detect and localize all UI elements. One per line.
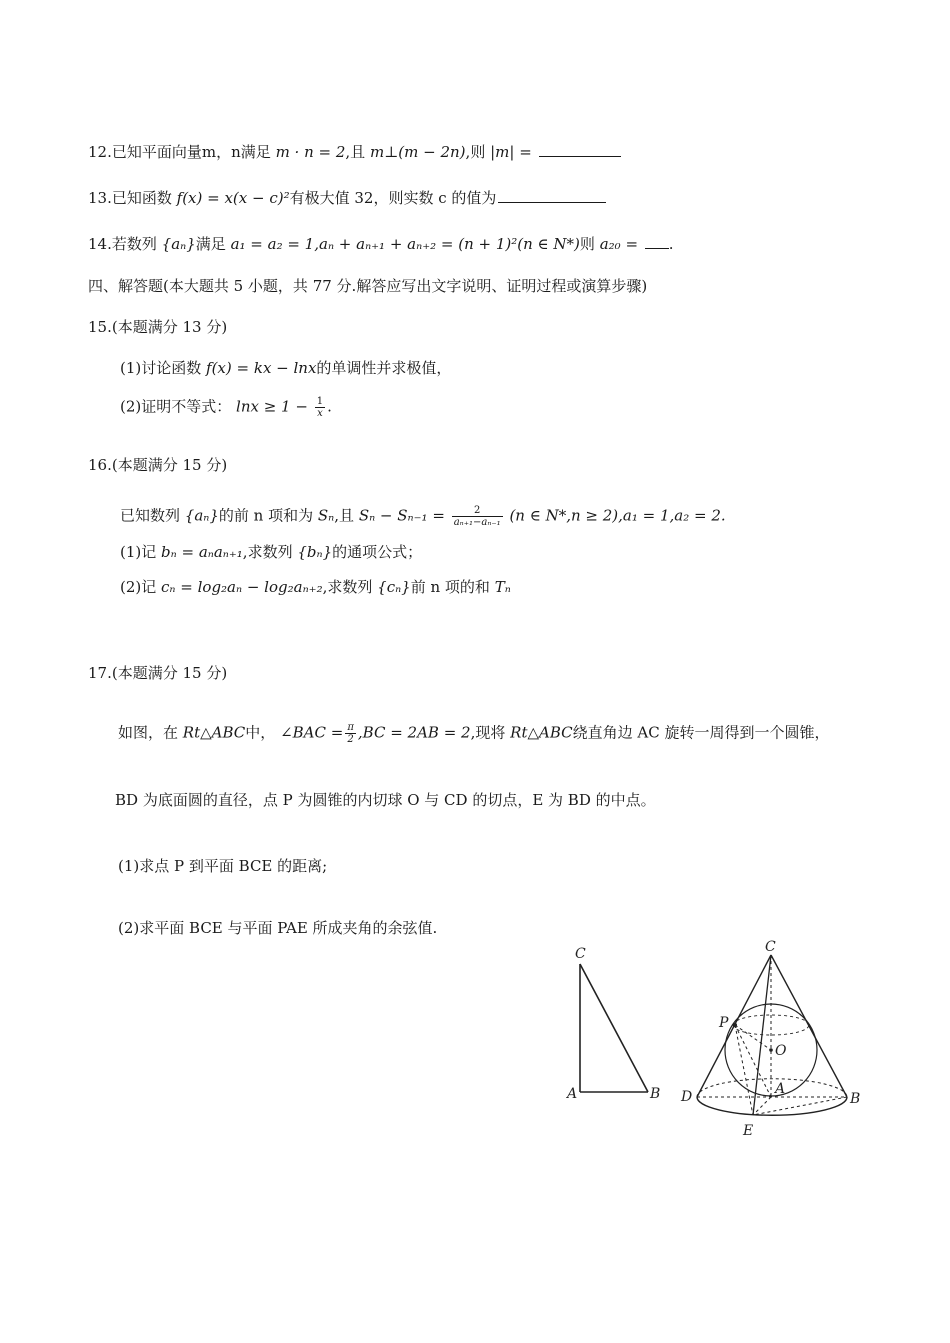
q16-p1-text-c: 的通项公式； (332, 543, 423, 561)
q16-intro-expr-3: Sₙ − Sₙ₋₁ = (358, 506, 445, 525)
q12-text-b: m，n (201, 143, 241, 161)
q12-text-e: ,则 (465, 143, 486, 161)
q16-intro (120, 505, 726, 528)
q16-p1-expr: bₙ = aₙaₙ₊₁ (161, 543, 243, 561)
cone-label-c: C (765, 939, 776, 955)
q12-number: 12. (88, 143, 112, 161)
q14-number: 14. (88, 235, 112, 253)
question-14 (88, 234, 674, 254)
q15-p2-expr: lnx ≥ 1 − (236, 397, 308, 416)
q17-intro-expr-3: ,BC = 2AB = 2 (357, 723, 471, 742)
q16-frac-den: aₙ₊₁−aₙ₋₁ (453, 517, 501, 528)
q14-expr-2: a₁ = a₂ = 1,aₙ + aₙ₊₁ + aₙ₊₂ = (n + 1)²(n ∈ N*) (230, 235, 580, 253)
triangle-label-c: C (575, 946, 586, 962)
q12-text-a: 已知平面向量 (111, 143, 202, 161)
question-12 (88, 142, 621, 162)
q13-answer-blank[interactable] (498, 188, 606, 203)
q12-expr-3: |m| = (490, 143, 532, 161)
q17-pi-den: 2 (347, 734, 354, 745)
q17-intro (118, 722, 829, 745)
q15-header: 15.(本题满分 13 分) (88, 318, 228, 336)
q17-intro-text-a: 如图，在 (118, 723, 179, 742)
q15-p2-frac-den: x (317, 408, 323, 419)
q15-p1-text-b: 的单调性并求极值， (316, 359, 452, 377)
q16-part-1 (120, 542, 422, 562)
q16-intro-text-b: 的前 n 项和为 (218, 506, 314, 525)
q15-p2-fraction (315, 396, 325, 419)
q17-pi-fraction (345, 722, 356, 745)
q12-text-d: ,且 (345, 143, 366, 161)
cone-label-b: B (850, 1091, 861, 1107)
q16-part-2 (120, 577, 511, 597)
q14-text-b: 满足 (195, 235, 226, 253)
q16-p2-expr: cₙ = log₂aₙ − log₂aₙ₊₂ (161, 578, 323, 596)
figure-cone (675, 935, 875, 1145)
q12-answer-blank[interactable] (539, 142, 621, 157)
q16-p2-text-a: (2)记 (120, 578, 157, 596)
q14-text-a: 若数列 (111, 235, 157, 253)
q17-intro-expr-4: Rt△ABC (510, 723, 573, 742)
q12-expr-2: m⊥(m − 2n) (369, 143, 466, 161)
q16-intro-text-a: 已知数列 (120, 506, 181, 525)
q16-intro-expr-1: {aₙ} (184, 506, 219, 525)
q15-part-1 (120, 358, 451, 378)
section-4-heading: 四、解答题(本大题共 5 小题，共 77 分.解答应写出文字说明、证明过程或演算步骤) (88, 277, 648, 295)
q16-p2-text-b: ,求数列 (322, 578, 373, 596)
q15-p2-tail: . (327, 397, 332, 416)
q14-expr-3: a₂₀ = (599, 235, 639, 253)
q15-part-2 (120, 396, 332, 419)
q16-intro-expr-4: (n ∈ N*,n ≥ 2),a₁ = 1,a₂ = 2. (509, 506, 726, 525)
cone-label-d: D (681, 1089, 693, 1105)
q16-intro-expr-2: Sₙ (317, 506, 335, 525)
cone-label-a: A (775, 1081, 786, 1097)
q14-answer-blank[interactable] (645, 234, 669, 249)
q13-text-a: 已知函数 (111, 189, 172, 207)
q14-expr-1: {aₙ} (161, 235, 196, 253)
q16-intro-text-c: ,且 (334, 506, 355, 525)
q14-tail: . (668, 235, 674, 253)
q15-p2-text-a: (2)证明不等式： (120, 397, 232, 416)
q16-p2-expr-3: Tₙ (494, 578, 511, 596)
cone-label-e: E (743, 1123, 754, 1139)
q17-header: 17.(本题满分 15 分) (88, 664, 228, 682)
q14-text-c: 则 (579, 235, 595, 253)
q17-part-1: (1)求点 P 到平面 BCE 的距离; (118, 857, 328, 875)
q12-expr-1: m · n = 2 (275, 143, 346, 161)
q17-intro-text-c: ,现将 (470, 723, 506, 742)
q12-text-c: 满足 (240, 143, 271, 161)
q15-p2-frac-num: 1 (316, 396, 324, 407)
q17-intro-text-b: 中， (245, 723, 276, 742)
q16-p2-expr-2: {cₙ} (377, 578, 411, 596)
question-13 (88, 188, 606, 208)
q16-header: 16.(本题满分 15 分) (88, 456, 228, 474)
q15-p1-expr: f(x) = kx − lnx (206, 359, 317, 377)
q16-p2-text-c: 前 n 项的和 (410, 578, 490, 596)
q13-expr-1: f(x) = x(x − c)² (176, 189, 290, 207)
triangle-label-b: B (650, 1086, 661, 1102)
q17-intro-text-d: 绕直角边 AC 旋转一周得到一个圆锥， (572, 723, 830, 742)
q17-intro-expr-1: Rt△ABC (182, 723, 246, 742)
q17-intro-expr-2: ∠BAC = (280, 723, 344, 742)
q16-fraction (452, 505, 503, 528)
q16-p1-text-a: (1)记 (120, 543, 157, 561)
q15-p1-text-a: (1)讨论函数 (120, 359, 202, 377)
q17-line-2: BD 为底面圆的直径，点 P 为圆锥的内切球 O 与 CD 的切点，E 为 BD 的中点。 (115, 791, 656, 809)
q17-part-2: (2)求平面 BCE 与平面 PAE 所成夹角的余弦值. (118, 919, 438, 937)
q16-p1-text-b: ,求数列 (242, 543, 293, 561)
q16-frac-num: 2 (452, 505, 503, 517)
q13-text-b: 有极大值 32，则实数 c 的值为 (289, 189, 497, 207)
q13-number: 13. (88, 189, 112, 207)
cone-label-p: P (719, 1015, 729, 1031)
figure-right-triangle (560, 940, 670, 1110)
q17-pi-num: π (347, 722, 354, 733)
q16-p1-expr-2: {bₙ} (297, 543, 333, 561)
cone-label-o: O (775, 1043, 787, 1059)
triangle-label-a: A (567, 1086, 578, 1102)
